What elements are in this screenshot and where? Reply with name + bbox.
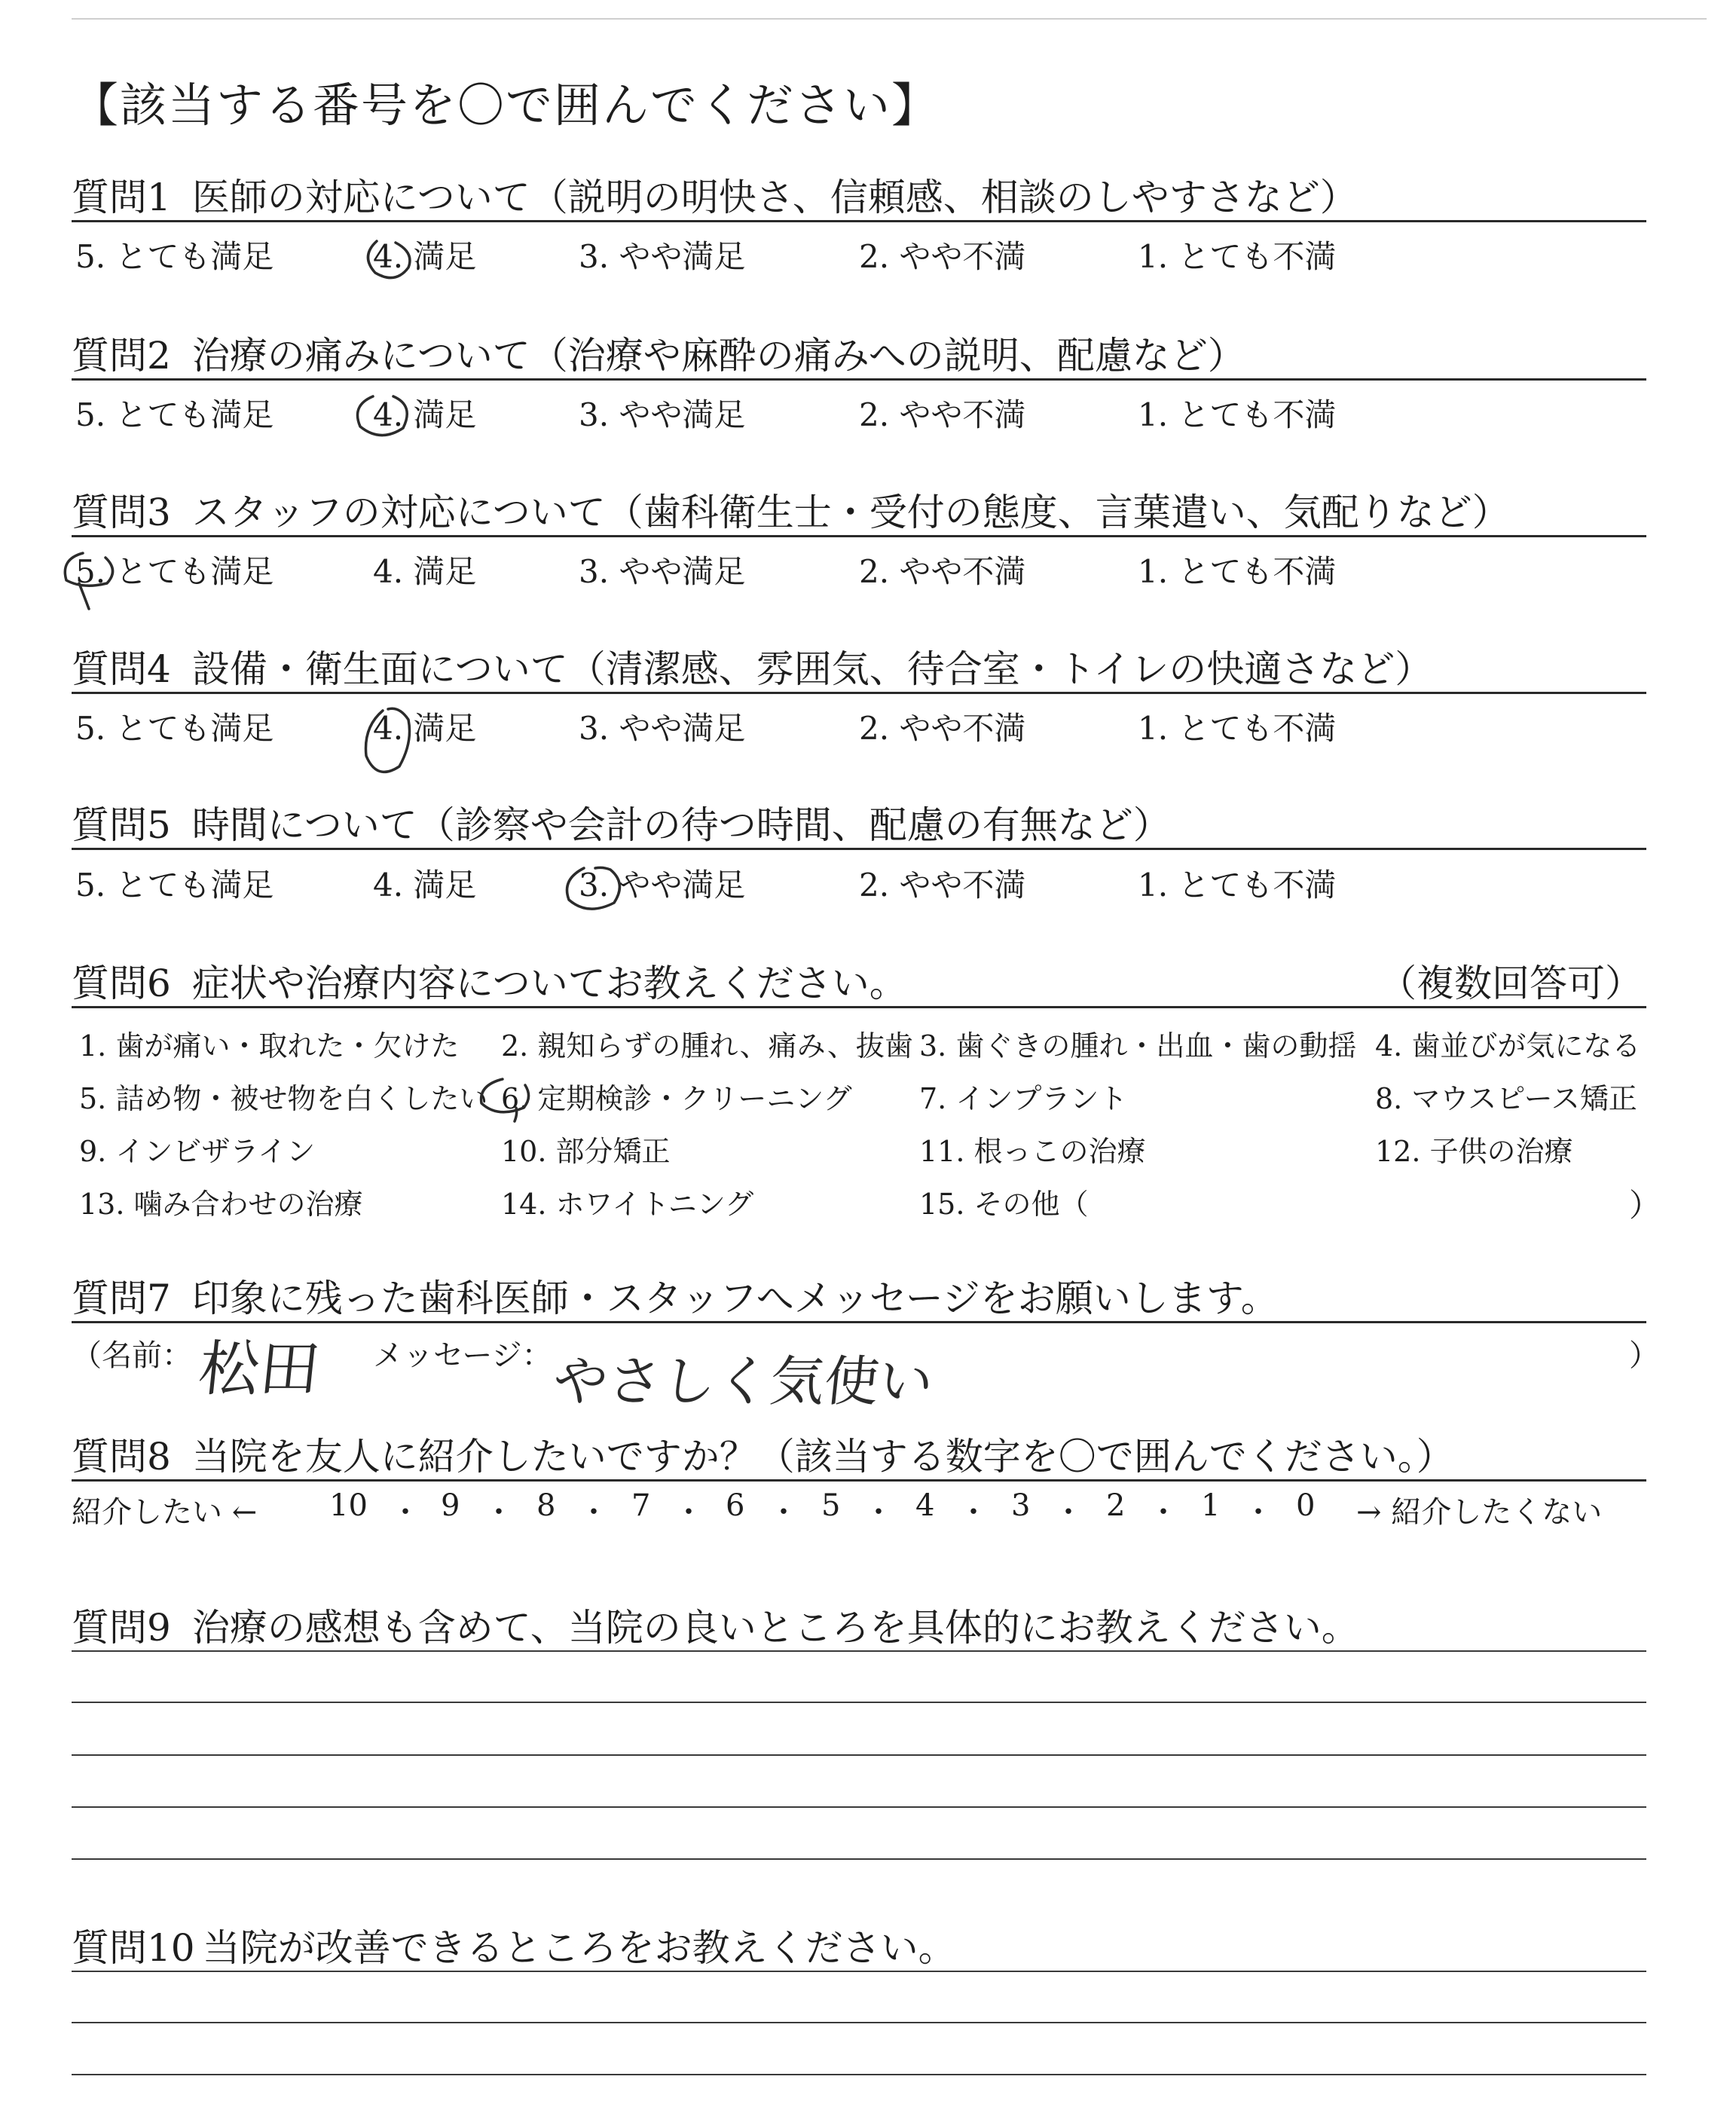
answer-line[interactable] <box>72 1806 1646 1808</box>
q6-option-8[interactable]: 8. マウスピース矯正 <box>1375 1082 1637 1115</box>
q1-option-2[interactable]: 2. やや不満 <box>859 238 1026 275</box>
answer-line[interactable] <box>72 2022 1646 2023</box>
question-text: 当院を友人に紹介したいですか？（該当する数字を〇で囲んでください。） <box>191 1435 1454 1479</box>
question-9 <box>72 1598 1359 1652</box>
question-4-rule <box>72 692 1646 694</box>
question-text: スタッフの対応について（歯科衛生士・受付の態度、言葉遣い、気配りなど） <box>191 491 1510 534</box>
q4-option-2[interactable]: 2. やや不満 <box>859 710 1026 747</box>
q2-option-2[interactable]: 2. やや不満 <box>859 396 1026 433</box>
question-4 <box>72 639 1432 693</box>
recommend-score-5[interactable]: 5 <box>821 1488 841 1523</box>
q6-option-1[interactable]: 1. 歯が痛い・取れた・欠けた <box>79 1029 460 1063</box>
q3-option-3[interactable]: 3. やや満足 <box>579 553 746 590</box>
q3-option-2[interactable]: 2. やや不満 <box>859 553 1026 590</box>
question-number: 質問3 <box>72 491 171 534</box>
q5-option-3[interactable]: 3. やや満足 <box>579 867 746 904</box>
q6-option-13[interactable]: 13. 噛み合わせの治療 <box>79 1188 363 1221</box>
answer-line[interactable] <box>72 1650 1646 1652</box>
question-number: 質問9 <box>72 1606 171 1650</box>
question-2 <box>72 326 1245 380</box>
q6-option-12[interactable]: 12. 子供の治療 <box>1375 1135 1573 1168</box>
question-number: 質問1 <box>72 176 171 219</box>
q6-option-2[interactable]: 2. 親知らずの腫れ、痛み、抜歯 <box>501 1029 913 1063</box>
recommend-score-3[interactable]: 3 <box>1011 1488 1031 1523</box>
question-number: 質問10 <box>72 1926 195 1970</box>
recommend-score-8[interactable]: 8 <box>536 1488 556 1523</box>
scale-separator: ・ <box>1053 1495 1083 1530</box>
q2-option-4[interactable]: 4. 満足 <box>373 396 477 433</box>
q5-option-4[interactable]: 4. 満足 <box>373 867 477 904</box>
question-5 <box>72 795 1171 849</box>
q6-option-9[interactable]: 9. インビザライン <box>79 1135 316 1168</box>
question-3-rule <box>72 535 1646 537</box>
question-number: 質問4 <box>72 647 171 691</box>
question-text: 設備・衛生面について（清潔感、雰囲気、待合室・トイレの快適さなど） <box>191 647 1433 691</box>
scale-separator: ・ <box>390 1495 420 1530</box>
q4-option-5[interactable]: 5. とても満足 <box>75 710 274 747</box>
answer-line[interactable] <box>72 1754 1646 1756</box>
recommend-score-7[interactable]: 7 <box>631 1488 651 1523</box>
q3-option-1[interactable]: 1. とても不満 <box>1138 553 1337 590</box>
q1-option-4[interactable]: 4. 満足 <box>373 238 477 275</box>
scale-separator: ・ <box>863 1495 894 1530</box>
question-6-rule <box>72 1006 1646 1008</box>
q6-other-close: ） <box>1629 1187 1661 1224</box>
answer-circle-q2 <box>347 383 429 451</box>
recommend-score-10[interactable]: 10 <box>329 1488 368 1523</box>
question-number: 質問6 <box>72 962 171 1005</box>
answer-line[interactable] <box>72 1702 1646 1703</box>
answer-line[interactable] <box>72 1858 1646 1860</box>
question-1-rule <box>72 220 1646 222</box>
top-edge-line <box>72 18 1707 20</box>
question-text: 治療の痛みについて（治療や麻酔の痛みへの説明、配慮など） <box>191 334 1245 378</box>
answer-circle-q6 <box>471 1069 554 1129</box>
question-text: 医師の対応について（説明の明快さ、信頼感、相談のしやすさなど） <box>191 176 1358 219</box>
q5-option-5[interactable]: 5. とても満足 <box>75 867 274 904</box>
scale-separator: ・ <box>579 1495 609 1530</box>
q6-option-10[interactable]: 10. 部分矯正 <box>501 1135 671 1168</box>
question-3 <box>72 482 1510 537</box>
question-number: 質問8 <box>72 1435 171 1479</box>
answer-line[interactable] <box>72 2074 1646 2075</box>
recommend-score-6[interactable]: 6 <box>726 1488 745 1523</box>
q6-option-3[interactable]: 3. 歯ぐきの腫れ・出血・歯の動揺 <box>919 1029 1357 1063</box>
recommend-score-2[interactable]: 2 <box>1106 1488 1126 1523</box>
answer-circle-q1 <box>354 226 437 294</box>
q2-option-5[interactable]: 5. とても満足 <box>75 396 274 433</box>
handwritten-name: 松田 <box>195 1334 324 1404</box>
q4-option-3[interactable]: 3. やや満足 <box>579 710 746 747</box>
question-number: 質問2 <box>72 334 171 378</box>
question-number: 質問7 <box>72 1277 171 1320</box>
q3-option-5[interactable]: 5. とても満足 <box>75 553 274 590</box>
scale-separator: ・ <box>769 1495 799 1530</box>
question-10 <box>72 1918 956 1972</box>
question-text: 治療の感想も含めて、当院の良いところを具体的にお教えください。 <box>191 1606 1359 1650</box>
scale-separator: ・ <box>1148 1495 1178 1530</box>
question-8 <box>72 1427 1454 1481</box>
answer-circle-q3 <box>53 537 136 619</box>
q6-option-11[interactable]: 11. 根っこの治療 <box>919 1135 1146 1168</box>
q4-option-4[interactable]: 4. 満足 <box>373 710 477 747</box>
q5-option-2[interactable]: 2. やや不満 <box>859 867 1026 904</box>
question-text: 症状や治療内容についてお教えください。 <box>191 962 907 1005</box>
q1-option-5[interactable]: 5. とても満足 <box>75 238 274 275</box>
recommend-score-4[interactable]: 4 <box>915 1488 935 1523</box>
recommend-score-1[interactable]: 1 <box>1201 1488 1221 1523</box>
recommend-score-9[interactable]: 9 <box>441 1488 460 1523</box>
question-text: 印象に残った歯科医師・スタッフへメッセージをお願いします。 <box>191 1277 1279 1320</box>
question-5-rule <box>72 848 1646 850</box>
question-2-rule <box>72 378 1646 381</box>
scale-separator: ・ <box>674 1495 704 1530</box>
answer-line[interactable] <box>72 1971 1646 1972</box>
question-text: 当院が改善できるところをお教えください。 <box>202 1926 956 1970</box>
question-6 <box>72 953 907 1008</box>
recommend-right-label: → 紹介したくない <box>1356 1495 1603 1530</box>
instruction-title: 【該当する番号を〇で囲んでください】 <box>72 78 940 133</box>
q2-option-1[interactable]: 1. とても不満 <box>1138 396 1337 433</box>
message-label: メッセージ： <box>373 1338 552 1373</box>
q4-option-1[interactable]: 1. とても不満 <box>1138 710 1337 747</box>
handwritten-message: やさしく気使い <box>549 1350 937 1413</box>
question-1 <box>72 167 1358 222</box>
q2-option-3[interactable]: 3. やや満足 <box>579 396 746 433</box>
question-number: 質問5 <box>72 803 171 847</box>
scale-separator: ・ <box>484 1495 514 1530</box>
q1-option-3[interactable]: 3. やや満足 <box>579 238 746 275</box>
q5-option-1[interactable]: 1. とても不満 <box>1138 867 1337 904</box>
q6-option-7[interactable]: 7. インプラント <box>919 1082 1128 1115</box>
recommend-left-label: 紹介したい ← <box>72 1495 258 1530</box>
q6-option-14[interactable]: 14. ホワイトニング <box>501 1188 754 1221</box>
q6-option-5[interactable]: 5. 詰め物・被せ物を白くしたい <box>79 1082 488 1115</box>
scale-separator: ・ <box>1243 1495 1273 1530</box>
question-8-rule <box>72 1479 1646 1482</box>
scale-separator: ・ <box>958 1495 989 1530</box>
answer-circle-q4 <box>354 697 437 787</box>
q1-option-1[interactable]: 1. とても不満 <box>1138 238 1337 275</box>
question-7 <box>72 1268 1279 1323</box>
q6-option-4[interactable]: 4. 歯並びが気になる <box>1375 1029 1641 1063</box>
multiple-answers-note: （複数回答可） <box>1379 962 1643 1005</box>
name-label: （名前： <box>72 1338 192 1373</box>
message-close-paren: ） <box>1629 1338 1659 1373</box>
q6-option-6[interactable]: 6. 定期検診・クリーニング <box>501 1082 852 1115</box>
answer-circle-q5 <box>558 853 640 921</box>
recommend-score-0[interactable]: 0 <box>1296 1488 1316 1523</box>
question-text: 時間について（診察や会計の待つ時間、配慮の有無など） <box>191 803 1171 847</box>
q3-option-4[interactable]: 4. 満足 <box>373 553 477 590</box>
q6-option-15[interactable]: 15. その他（ <box>919 1188 1089 1221</box>
